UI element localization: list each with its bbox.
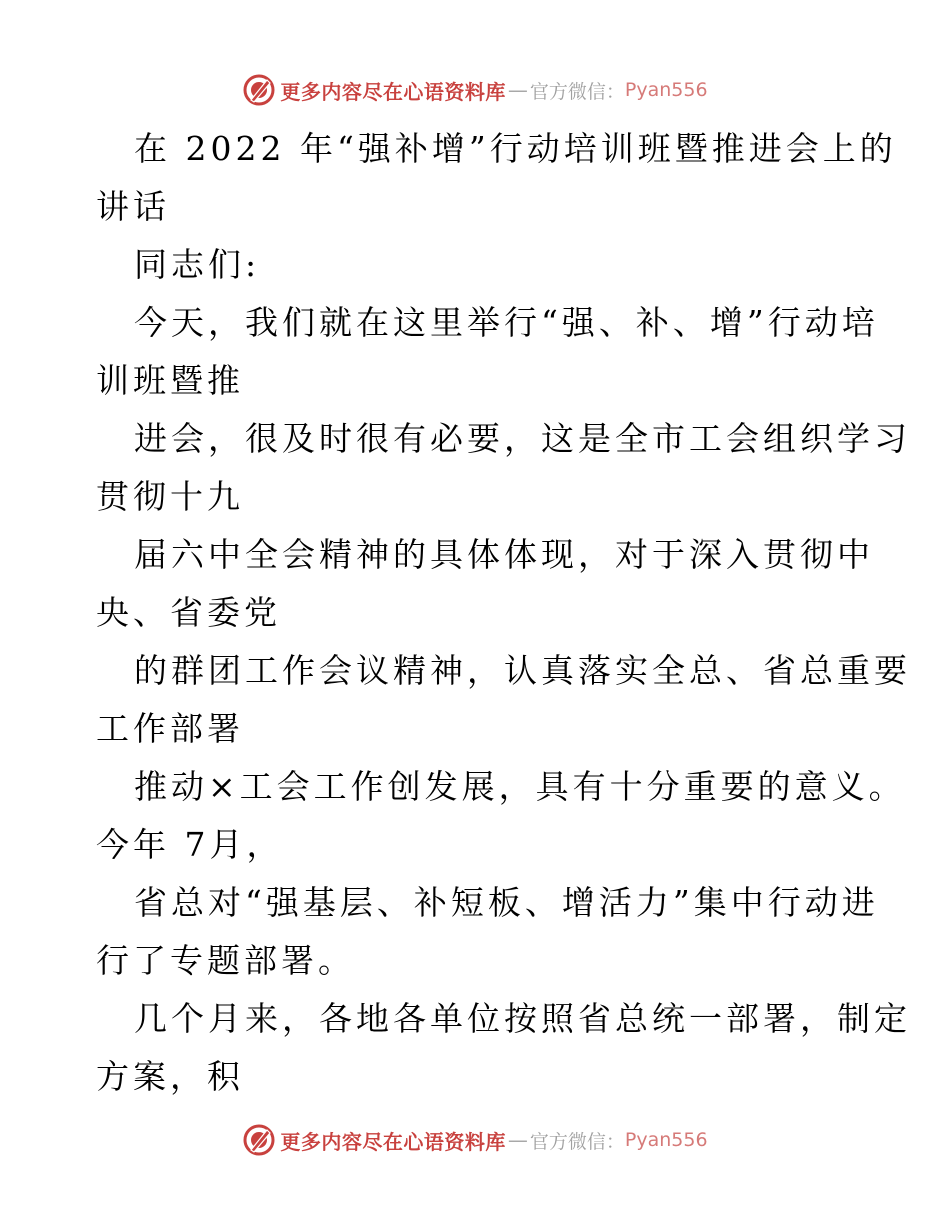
banner-main-text: 更多内容尽在心语资料库: [280, 79, 506, 104]
banner-wechat-id: Pyan556: [624, 1129, 708, 1151]
document-line: 训班暨推: [96, 361, 244, 400]
footer-watermark-banner: [0, 1120, 950, 1160]
document-line: 今年 7月，: [96, 825, 284, 864]
document-line: 届六中全会精神的具体体现，对于深入贯彻中: [134, 535, 874, 574]
header-watermark-banner: [0, 70, 950, 110]
document-line: 进会，很及时很有必要，这是全市工会组织学习: [134, 419, 911, 458]
document-line: 同志们:: [134, 245, 261, 284]
banner-dash: —: [507, 1128, 528, 1152]
document-line: 省总对“强基层、补短板、增活力”集中行动进: [134, 883, 879, 922]
document-line: 今天，我们就在这里举行“强、补、增”行动培: [134, 303, 879, 342]
banner-main-text: 更多内容尽在心语资料库: [280, 1129, 506, 1154]
banner-wechat-label: 官方微信：: [529, 1130, 625, 1153]
document-line: 工作部署: [96, 709, 244, 748]
document-line: 在 2022 年“强补增”行动培训班暨推进会上的: [134, 129, 897, 168]
document-line: 行了专题部署。: [96, 941, 355, 980]
pen-logo-icon: [242, 1123, 276, 1157]
document-line: 央、省委党: [96, 593, 281, 632]
document-line: 几个月来，各地各单位按照省总统一部署，制定: [134, 999, 911, 1038]
document-line: 方案，积: [96, 1057, 244, 1096]
document-line: 推动×工会工作创发展，具有十分重要的意义。: [134, 767, 906, 806]
banner-dash: —: [507, 78, 528, 102]
pen-logo-icon: [242, 73, 276, 107]
document-line: 的群团工作会议精神，认真落实全总、省总重要: [134, 651, 911, 690]
document-body: [96, 120, 911, 1106]
banner-wechat-label: 官方微信：: [529, 80, 625, 103]
document-line: 讲话: [96, 187, 170, 226]
document-line: 贯彻十九: [96, 477, 244, 516]
banner-wechat-id: Pyan556: [624, 79, 708, 101]
